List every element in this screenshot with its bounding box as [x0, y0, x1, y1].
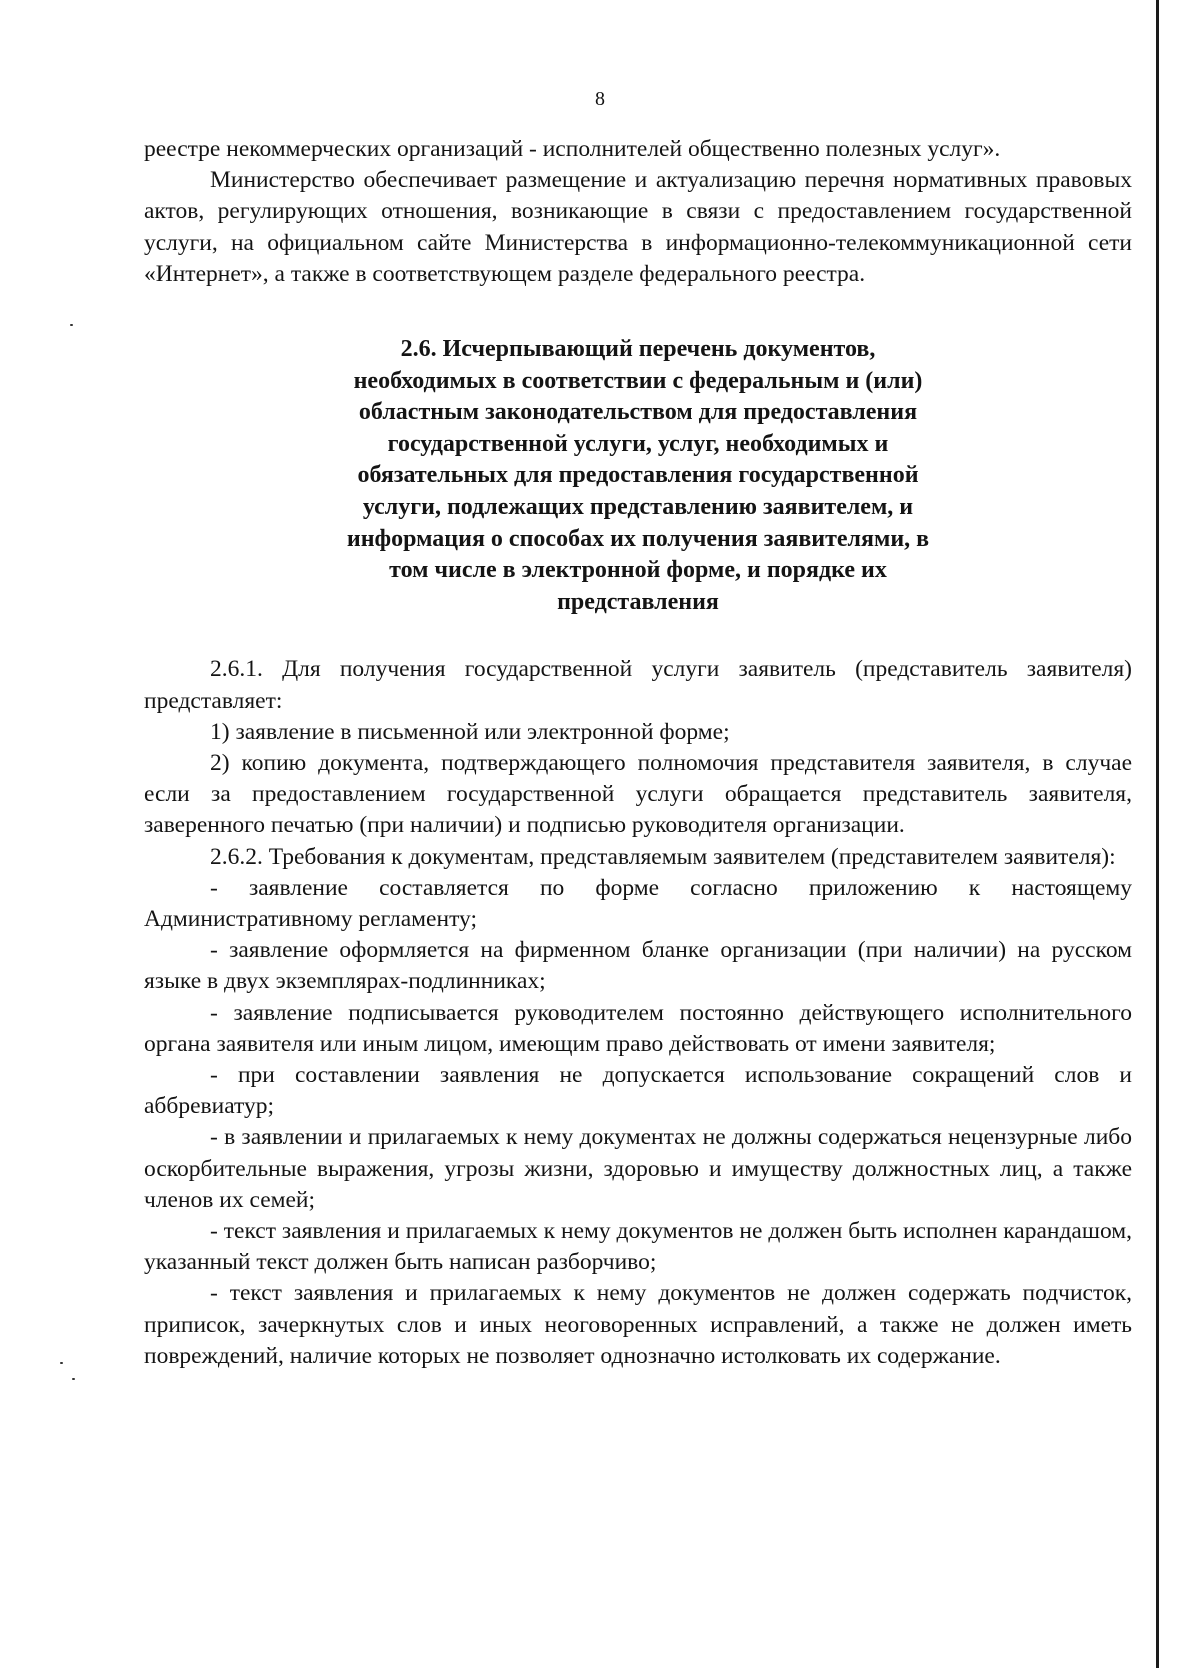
scan-speck — [72, 1378, 75, 1380]
list-item: 2) копию документа, подтверждающего полномочия представителя заявителя, в случае если за предоставлением государственной услуги обращается представитель заявителя, заверенного печатью (при наличии) и подписью руководителя организации. — [144, 749, 1132, 839]
requirement-item: - заявление оформляется на фирменном бланке организации (при наличии) на русском языке в двух экземплярах-подлинниках; — [144, 937, 1132, 995]
intro-line: реестре некоммерческих организаций - исполнителей общественно полезных услуг». — [144, 136, 1001, 162]
heading-line: информация о способах их получения заявителями, в — [346, 525, 930, 552]
heading-line: государственной услуги, услуг, необходимых и — [387, 430, 889, 457]
requirement-item: - текст заявления и прилагаемых к нему документов не должен быть исполнен карандашом, указанный текст должен быть написан разборчиво; — [144, 1218, 1132, 1276]
scan-edge-line — [1156, 0, 1159, 1668]
heading-line: представления — [557, 588, 719, 615]
section-heading — [308, 334, 968, 618]
requirement-item: - заявление подписывается руководителем постоянно действующего исполнительного органа заявителя или иным лицом, имеющим право действовать от имени заявителя; — [144, 999, 1132, 1057]
requirement-item: - текст заявления и прилагаемых к нему документов не должен содержать подчисток, приписок, зачеркнутых слов и иных неоговоренных исправлений, а также не должен иметь повреждений, наличие которых не позволяет однозначно истолковать их содержание. — [144, 1280, 1132, 1369]
list-item: 1) заявление в письменной или электронной форме; — [210, 718, 730, 745]
page-number: 8 — [595, 88, 605, 110]
heading-line: том числе в электронной форме, и порядке их — [389, 557, 887, 584]
intro-paragraph: Министерство обеспечивает размещение и актуализацию перечня нормативных правовых актов, регулирующих отношения, возникающие в связи с предоставлением государственной услуги, на официальном сайте Министерства в информационно-телекоммуникационной сети «Интернет», а также в соответствующем разделе федерального реестра. — [144, 167, 1132, 287]
requirement-item: - в заявлении и прилагаемых к нему документах не должны содержаться нецензурные либо оскорбительные выражения, угрозы жизни, здоровью и имуществу должностных лиц, а также членов их семей; — [144, 1124, 1132, 1213]
heading-line: областным законодательством для предоставления — [358, 399, 918, 426]
section-2-6-2-intro: 2.6.2. Требования к документам, представляемым заявителем (представителем заявителя): — [210, 843, 1116, 870]
heading-line: 2.6. Исчерпывающий перечень документов, — [400, 336, 876, 363]
requirement-item: - заявление составляется по форме согласно приложению к настоящему Административному регламенту; — [144, 874, 1132, 932]
heading-line: обязательных для предоставления государственной — [357, 462, 919, 489]
heading-line: необходимых в соответствии с федеральным и (или) — [353, 367, 923, 394]
heading-line: услуги, подлежащих представлению заявителем, и — [362, 493, 914, 520]
scan-speck — [70, 324, 73, 326]
scan-speck — [60, 1362, 63, 1364]
requirement-item: - при составлении заявления не допускается использование сокращений слов и аббревиатур; — [144, 1062, 1132, 1120]
section-2-6-1-intro: 2.6.1. Для получения государственной услуги заявитель (представитель заявителя) представляет: — [144, 656, 1132, 714]
document-body — [144, 134, 1132, 1372]
